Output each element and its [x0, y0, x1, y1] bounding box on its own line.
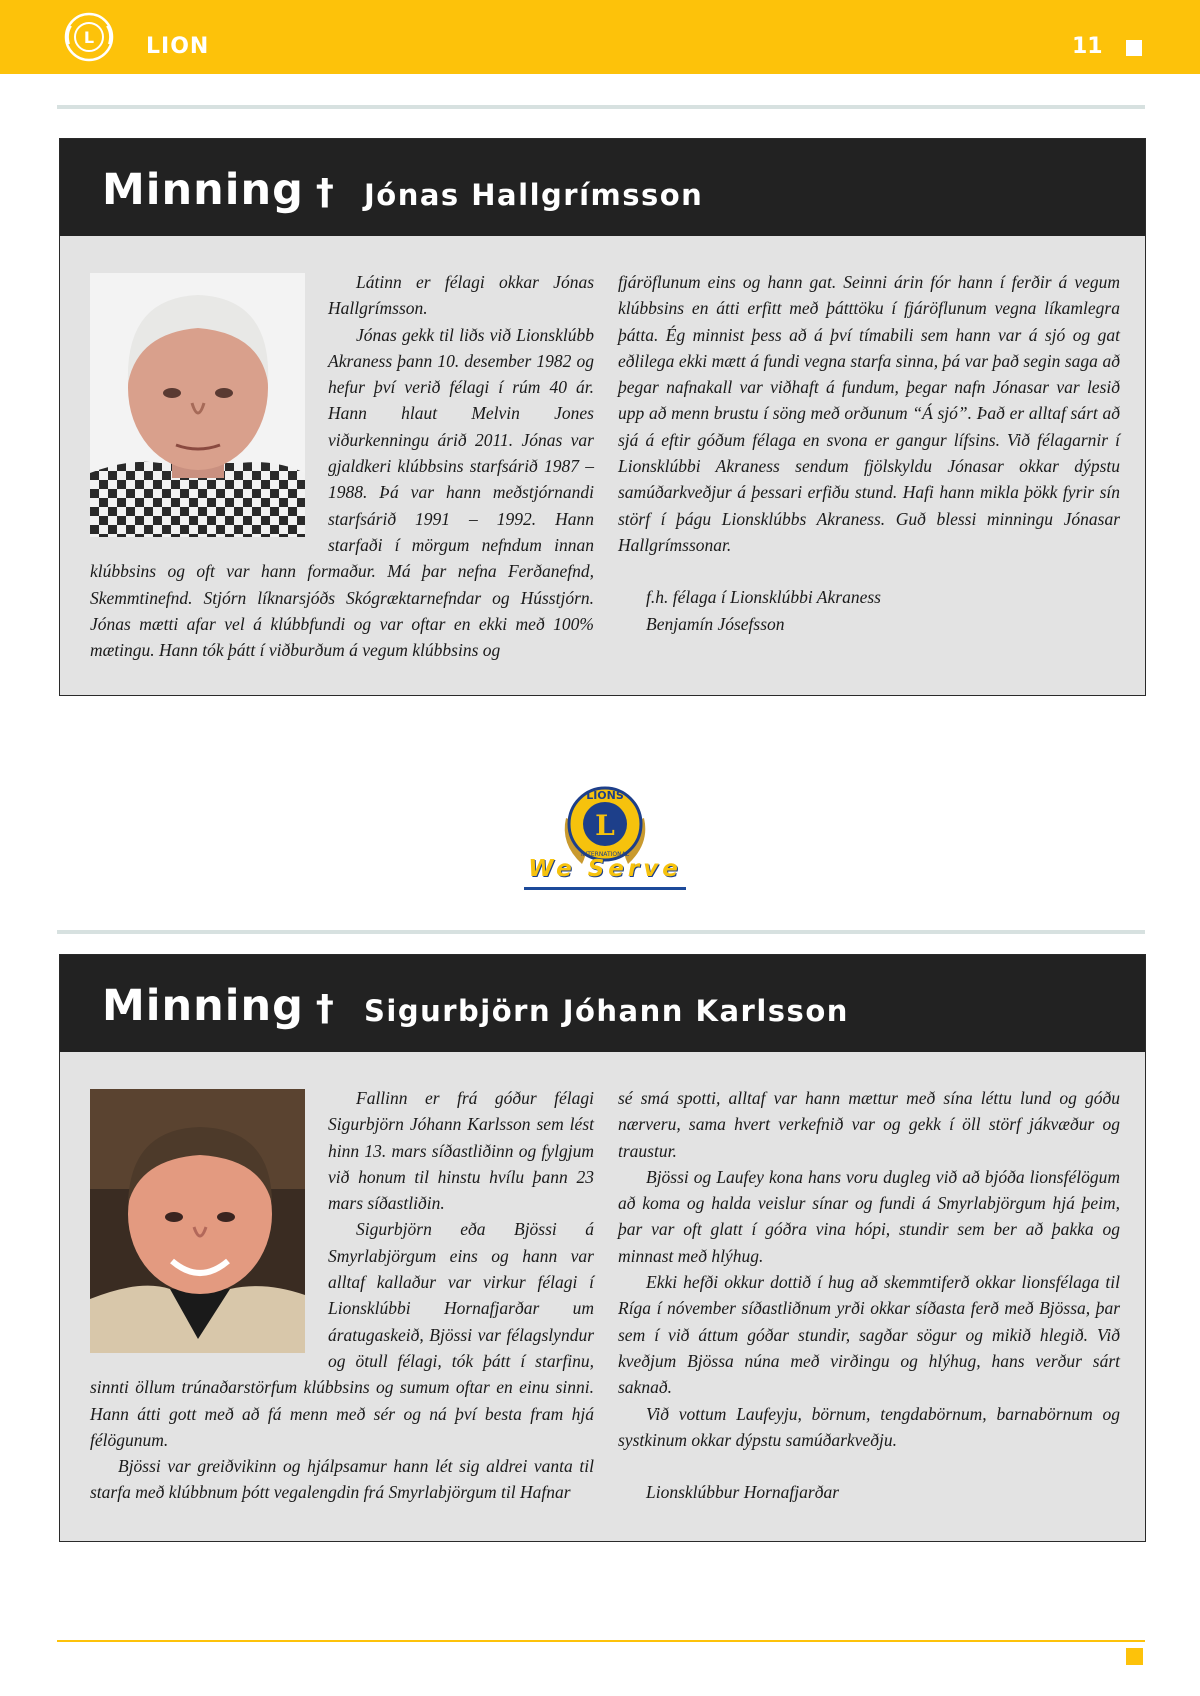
emblem-letter: L: [595, 809, 615, 842]
article-text-left: [90, 269, 594, 663]
memorial-card: [59, 954, 1146, 1542]
cross-icon: †: [315, 988, 335, 1029]
header-bar: [0, 0, 1200, 74]
motto: We Serve: [528, 856, 682, 882]
footer-marker-square: [1126, 1648, 1143, 1665]
paragraph: Bjössi og Laufey kona hans voru dugleg við að bjóða lionsfélögum að koma og halda veislur sínar og fundi á Smyrlabjörgum hjá þeim, þar var oft glatt í góðra vina hópi, stundir sem ber að þakka og minnast með hlýhug.: [618, 1166, 1120, 1266]
paragraph: sé smá spotti, alltaf var hann mættur með sína léttu lund og góðu nærveru, sama hvert verkefnið var og gekk í öll störf jákvæður og traustur.: [618, 1088, 1120, 1161]
divider-rule: [57, 930, 1145, 934]
paragraph: Við vottum Laufeyju, börnum, tengdabörnum, barnabörnum og systkinum okkar dýpstu samúðarkveðju.: [618, 1403, 1120, 1450]
article-text-right: [618, 1085, 1120, 1505]
magazine-title: LION: [146, 34, 210, 59]
paragraph: Fallinn er frá góður félagi Sigurbjörn Jóhann Karlsson sem lést hinn 13. mars síðastliðinn og fylgjum við honum til hinstu hvílu þann 23 mars síðastliðin.: [328, 1088, 594, 1214]
emblem-ring-text: INTERNATIONAL: [580, 851, 630, 858]
footer-rule: [57, 1640, 1145, 1642]
motto-underline: [524, 887, 686, 890]
signature-line: Benjamín Jósefsson: [646, 613, 785, 634]
paragraph: Látinn er félagi okkar Jónas Hallgrímsson.: [328, 272, 594, 319]
memorial-heading: Minning †: [102, 981, 335, 1031]
memorial-heading: Minning †: [102, 165, 335, 215]
article-text-right: [618, 269, 1120, 637]
deceased-name: Sigurbjörn Jóhann Karlsson: [364, 994, 849, 1028]
page-marker-square: [1126, 40, 1142, 56]
lions-emblem-icon: [64, 12, 114, 62]
memorial-card: [59, 138, 1146, 696]
signature: [618, 584, 1120, 637]
deceased-name: Jónas Hallgrímsson: [364, 178, 704, 212]
divider-rule: [57, 105, 1145, 109]
card-header: [60, 955, 1145, 1052]
paragraph: fjáröflunum eins og hann gat. Seinni árin fór hann í ferðir á vegum klúbbsins en átti erfitt með þátttöku í fjáröflunum vegna líkamlegra þátta. Ég minnist þess að á því tímabili sem hann var á sjó og gat eðlilega ekki mætt á fundi vegna starfa sinna, þá var það segin saga að þegar nafnakall var viðhaft á fundum, þegar nafn Jónasar var lesið upp að menn brustu í söng með orðunum “Á sjó”. Það er alltaf sárt að sjá á eftir góðum félaga en svona er gangur lífsins. Við félagarnir í Lionsklúbbi Akraness sendum fjölskyldu Jónasar okkar dýpstu samúðarkveðjur á þessari erfiðu stund. Hafi hann mikla þökk fyrir sín störf í þágu Lionsklúbbs Akraness. Guð blessi minningu Jónasar Hallgrímssonar.: [618, 272, 1120, 555]
article-text-left: [90, 1085, 594, 1506]
paragraph: Jónas gekk til liðs við Lionsklúbb Akraness þann 10. desember 1982 og hefur því verið félagi í rúm 40 ár. Hann hlaut Melvin Jones viðurkenningu árið 2011. Jónas var gjaldkeri klúbbsins starfsárið 1987 – 1988. Þá var hann meðstjórnandi starfsárið 1991 – 1992. Hann starfaði í mörgum nefndum innan klúbbsins og oft var hann formaður. Má þar nefna Ferðanefnd, Skemmtinefnd. Stjórn líknarsjóðs Skógræktarnefndar og Hússtjórn. Jónas mætti afar vel á klúbbfundi og var oftar en ekki með 100% mætingu. Hann tók þátt í viðburðum á vegum klúbbsins og: [90, 324, 594, 661]
paragraph: Bjössi var greiðvikinn og hjálpsamur hann lét sig aldrei vanta til starfa með klúbbnum þótt vegalengdin frá Smyrlabjörgum til Hafnar: [90, 1456, 594, 1503]
paragraph: Ekki hefði okkur dottið í hug að skemmtiferð okkar lionsfélaga til Ríga í nóvember síðastliðnum yrði okkar síðasta ferð með Bjössa, þar sem í við áttum góðar stundir, sagðar sögur og mikið hlegið. Við kveðjum Bjössa núna með virðingu og hlýhug, hans verður sárt saknað.: [618, 1272, 1120, 1398]
emblem-text: LIONS: [586, 789, 624, 802]
signature: [618, 1479, 1120, 1505]
page-number: 11: [1072, 34, 1103, 59]
cross-icon: †: [315, 172, 335, 213]
paragraph: Sigurbjörn eða Bjössi á Smyrlabjörgum eins og hann var alltaf kallaður var virkur félagi í Lionsklúbbi Hornafjarðar um áratugaskeið, Bjössi var félagslyndur og ötull félagi, tók þátt í starfinu, sinnti öllum trúnaðarstörfum klúbbsins og sumum oftar en einu sinni. Hann átti gott með að fá menn með sér og ná því besta fram hjá félögunum.: [90, 1219, 594, 1450]
card-header: [60, 139, 1145, 236]
svg-text:L: L: [83, 28, 95, 47]
signature-line: f.h. félaga í Lionsklúbbi Akraness: [646, 587, 881, 608]
signature-line: Lionsklúbbur Hornafjarðar: [646, 1482, 840, 1503]
